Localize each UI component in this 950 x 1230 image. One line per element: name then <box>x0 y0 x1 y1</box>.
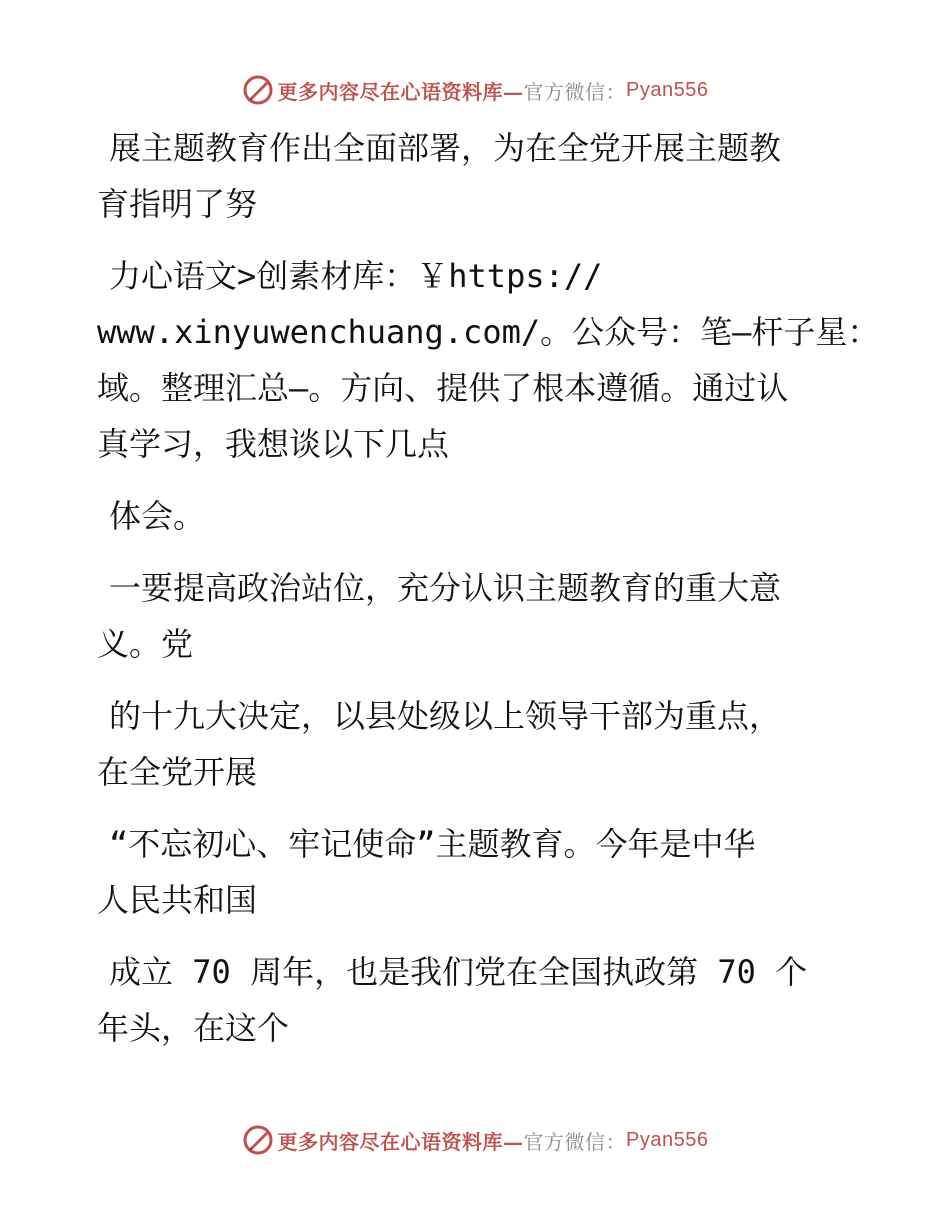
footer-banner <box>0 1120 950 1160</box>
text-line: 义。党 <box>97 625 194 663</box>
document-body <box>97 120 880 1072</box>
text-line: 域。整理汇总—。方向、提供了根本遵循。通过认 <box>97 369 789 407</box>
text-line: 人民共和国 <box>97 881 258 919</box>
text-line: 成立 70 周年，也是我们党在全国执政第 70 个 <box>109 953 808 991</box>
quill-pen-logo-icon <box>242 1124 274 1156</box>
paragraph <box>97 248 880 472</box>
header-wechat-id: Pyan556 <box>626 78 709 101</box>
text-line: 力心语文>创素材库：￥https:// <box>109 257 603 295</box>
paragraph <box>97 560 857 672</box>
footer-site-text: 更多内容尽在心语资料库— <box>277 1129 524 1154</box>
header-wechat-label: 官方微信： <box>523 79 627 104</box>
footer-wechat-id: Pyan556 <box>626 1128 709 1151</box>
paragraph <box>97 944 857 1056</box>
text-line: www.xinyuwenchuang.com/。公众号：笔—杆子星： <box>97 313 880 351</box>
text-line: 年头，在这个 <box>97 1009 290 1047</box>
paragraph <box>97 488 857 544</box>
text-line: 在全党开展 <box>97 753 258 791</box>
text-line: 的十九大决定，以县处级以上领导干部为重点， <box>109 697 782 735</box>
text-line: 育指明了努 <box>97 185 258 223</box>
paragraph <box>97 120 857 232</box>
text-line: 体会。 <box>109 497 206 535</box>
text-line: 展主题教育作出全面部署，为在全党开展主题教 <box>109 129 782 167</box>
quill-pen-logo-icon <box>242 74 274 106</box>
text-line: 一要提高政治站位，充分认识主题教育的重大意 <box>109 569 782 607</box>
footer-wechat-label: 官方微信： <box>523 1129 627 1154</box>
text-line: 真学习，我想谈以下几点 <box>97 425 450 463</box>
paragraph <box>97 688 857 800</box>
header-banner <box>0 70 950 110</box>
text-line: “不忘初心、牢记使命”主题教育。今年是中华 <box>109 825 756 863</box>
header-site-text: 更多内容尽在心语资料库— <box>277 79 524 104</box>
paragraph <box>97 816 857 928</box>
